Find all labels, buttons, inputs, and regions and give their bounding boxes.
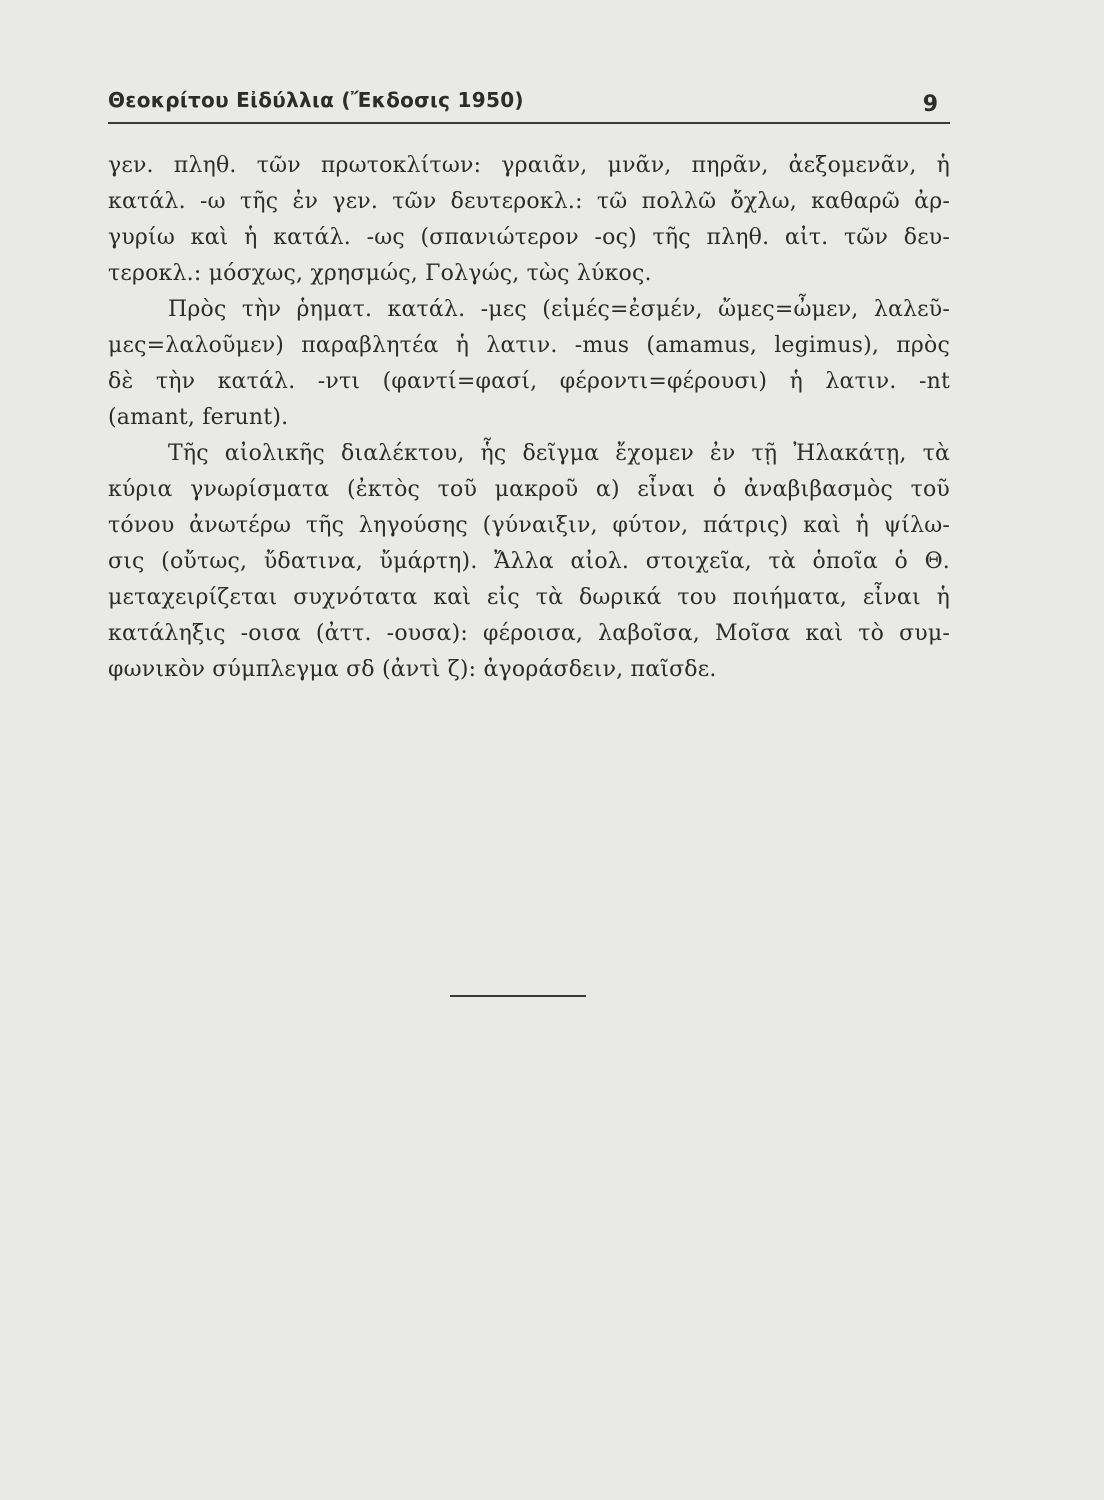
text-line: (amant, ferunt). [108,405,289,430]
text-line: μες=λαλοῦμεν) παραβλητέα ἡ λατιν. -mus (amamus, legimus), πρὸς [108,333,950,358]
text-line: σις (οὔτως, ὔδατινα, ὔμάρτη). Ἄλλα αἰολ. στοιχεῖα, τὰ ὁποῖα ὁ Θ. [108,549,950,574]
text-line: Πρὸς τὴν ῥηματ. κατάλ. -μες (εἰμές=ἐσμέν, ὤμες=ὦμεν, λαλεῦ- [168,297,950,322]
body-text [108,148,950,688]
text-line: μεταχειρίζεται συχνότατα καὶ εἰς τὰ δωρικά του ποιήματα, εἶναι ἡ [108,585,950,610]
text-line: Τῆς αἰολικῆς διαλέκτου, ἧς δεῖγμα ἔχομεν ἐν τῇ Ἠλακάτῃ, τὰ [168,441,950,466]
running-head [108,80,946,120]
text-line: κατάλ. -ω τῆς ἐν γεν. τῶν δευτεροκλ.: τῶ πολλῶ ὄχλω, καθαρῶ ἀρ- [108,189,950,214]
page-number: 9 [922,92,938,117]
text-line: γυρίω καὶ ἡ κατάλ. -ως (σπανιώτερον -ος) τῆς πληθ. αἰτ. τῶν δευ- [108,225,950,250]
text-line: δὲ τὴν κατάλ. -ντι (φαντί=φασί, φέροντι=φέρουσι) ἡ λατιν. -nt [108,369,950,394]
text-line: τεροκλ.: μόσχως, χρησμώς, Γολγώς, τὼς λύκος. [108,261,652,286]
section-end-rule [450,995,586,997]
text-line: κύρια γνωρίσματα (ἐκτὸς τοῦ μακροῦ α) εἶναι ὁ ἀναβιβασμὸς τοῦ [108,477,950,502]
header-rule [108,122,950,124]
running-title: Θεοκρίτου Εἰδύλλια (Ἔκδοσις 1950) [108,88,524,112]
text-line: τόνου ἀνωτέρω τῆς ληγούσης (γύναιξιν, φύτον, πάτρις) καὶ ἡ ψίλω- [108,513,950,538]
text-line: φωνικὸν σύμπλεγμα σδ (ἀντὶ ζ): ἀγοράσδειν, παῖσδε. [108,657,717,682]
text-line: κατάληξις -οισα (ἀττ. -ουσα): φέροισα, λαβοῖσα, Μοῖσα καὶ τὸ συμ- [108,621,950,646]
text-line: γεν. πληθ. τῶν πρωτοκλίτων: γραιᾶν, μνᾶν, πηρᾶν, ἀεξομενᾶν, ἡ [108,153,950,178]
